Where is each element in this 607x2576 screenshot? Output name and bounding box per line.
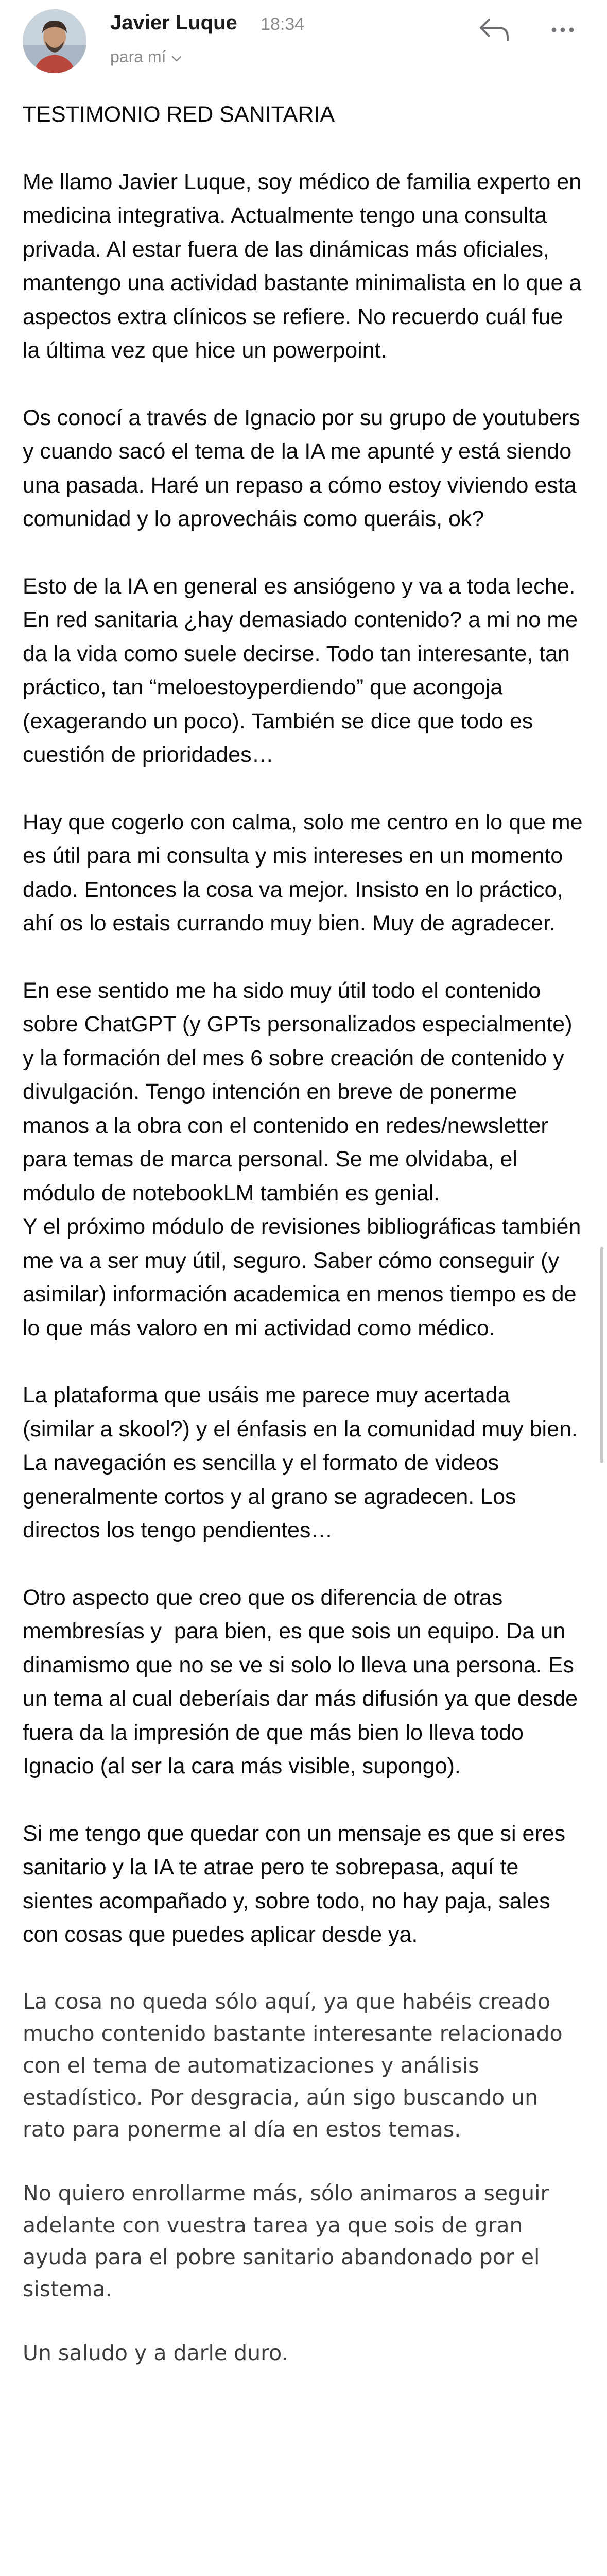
body-paragraph: Y el próximo módulo de revisiones bibliográficas también me va a ser muy útil, seguro. Saber cómo conseguir (y asimilar) información academica en menos tiempo es de lo que más valoro en mi actividad como médico.: [23, 1214, 587, 1341]
body-paragraph: Esto de la IA en general es ansiógeno y va a toda leche. En red sanitaria ¿hay demasiado contenido? a mi no me da la vida como suele decirse. Todo tan interesante, tan práctico, tan “meloestoyperdiendo” que acongoja (exagerando un poco). También se dice que todo es cuestión de prioridades…: [23, 573, 584, 767]
sent-time: 18:34: [261, 14, 305, 34]
body-paragraph: La plataforma que usáis me parece muy acertada (similar a skool?) y el énfasis en la comunidad muy bien. La navegación es sencilla y el formato de videos generalmente cortos y al grano se agradecen. Los directos los tengo pendientes…: [23, 1383, 584, 1543]
email-header: [0, 0, 607, 88]
body-paragraph: No quiero enrollarme más, sólo animaros a seguir adelante con vuestra tarea ya que sois de gran ayuda para el pobre sanitario abandonado por el sistema.: [23, 2180, 556, 2301]
body-paragraph: En ese sentido me ha sido muy útil todo el contenido sobre ChatGPT (y GPTs personalizados especialmente) y la formación del mes 6 sobre creación de contenido y divulgación. Tengo intención en breve de ponerme manos a la obra con el contenido en redes/newsletter para temas de marca personal. Se me olvidaba, el módulo de notebookLM también es genial.: [23, 978, 579, 1206]
reply-icon: [474, 13, 515, 44]
body-paragraph: Os conocí a través de Ignacio por su grupo de youtubers y cuando sacó el tema de la IA me apunté y está siendo una pasada. Haré un repaso a cómo estoy viviendo esta comunidad y lo aprovecháis como queráis, ok?: [23, 405, 586, 531]
body-paragraph: Otro aspecto que creo que os diferencia de otras membresías y para bien, es que sois un equipo. Da un dinamismo que no se ve si solo lo lleva una persona. Es un tema al cual deberíais dar más difusión ya que desde fuera da la impresión de que más bien lo lleva todo Ignacio (al ser la cara más visible, supongo).: [23, 1585, 584, 1778]
body-paragraph: Me llamo Javier Luque, soy médico de familia experto en medicina integrativa. Actualmente tengo una consulta privada. Al estar fuera de las dinámicas más oficiales, mantengo una actividad bastante minimalista en lo que a aspectos extra clínicos se refiere. No recuerdo cuál fue la última vez que hice un powerpoint.: [23, 169, 588, 363]
more-button[interactable]: [540, 13, 586, 44]
email-subject-line: TESTIMONIO RED SANITARIA: [23, 102, 335, 127]
closing-line: Un saludo y a darle duro.: [23, 2340, 288, 2365]
recipient-label: para mí: [110, 47, 166, 66]
scrollbar[interactable]: [600, 1247, 603, 1463]
sender-name[interactable]: Javier Luque: [110, 11, 237, 34]
avatar[interactable]: [23, 9, 86, 73]
more-icon: [540, 13, 586, 44]
body-paragraph: Hay que cogerlo con calma, solo me centro en lo que me es útil para mi consulta y mis intereses en un momento dado. Entonces la cosa va mejor. Insisto en lo práctico, ahí os lo estais currando muy bien. Muy de agradecer.: [23, 809, 589, 936]
body-paragraph: Si me tengo que quedar con un mensaje es que si eres sanitario y la IA te atrae pero te sobrepasa, aquí te sientes acompañado y, sobre todo, no hay paja, sales con cosas que puedes aplicar desde ya.: [23, 1821, 572, 1947]
chevron-down-icon: [171, 47, 182, 66]
email-body: [23, 98, 589, 2401]
body-paragraph: La cosa no queda sólo aquí, ya que habéis creado mucho contenido bastante interesante relacionado con el tema de automatizaciones y análisis estadístico. Por desgracia, aún sigo buscando un rato para ponerme al día en estos temas.: [23, 1989, 569, 2142]
recipient-toggle[interactable]: [110, 47, 182, 66]
reply-button[interactable]: [474, 13, 515, 44]
